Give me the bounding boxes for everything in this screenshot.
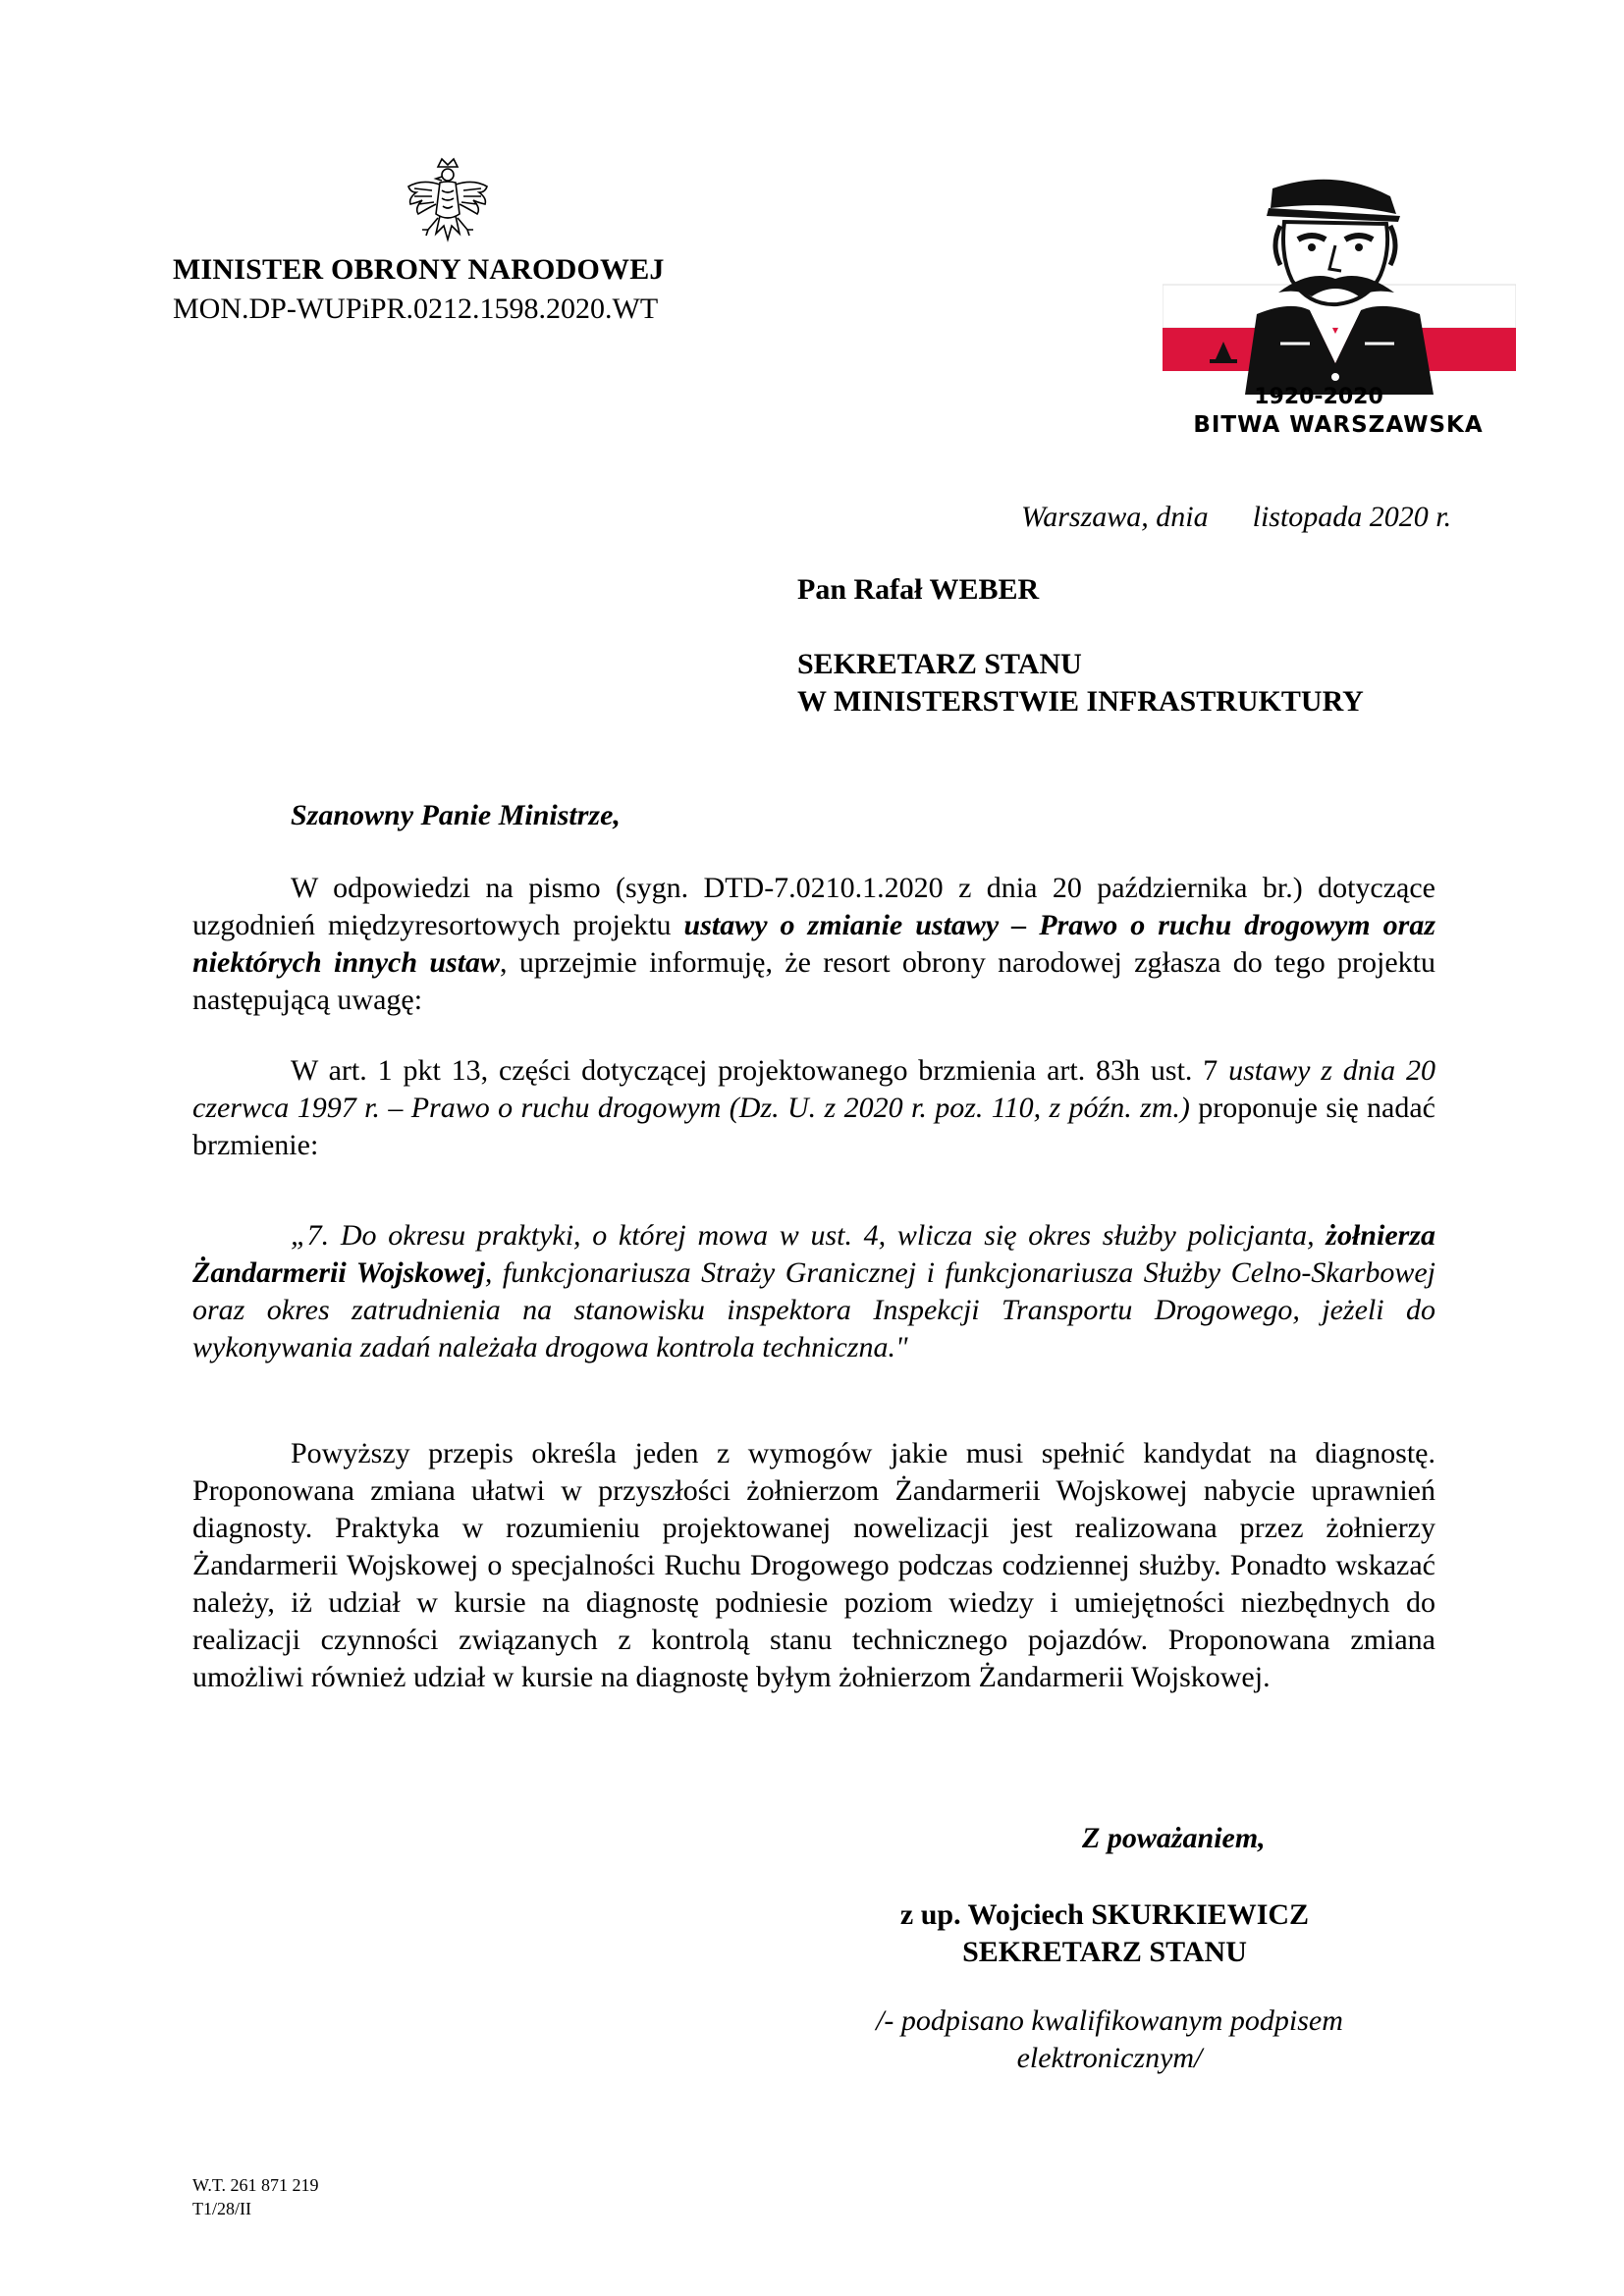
quote-emphasis: żołnierza Żandarmerii Wojskowej bbox=[192, 1219, 1435, 1289]
polish-eagle-icon bbox=[403, 157, 493, 255]
paragraph-2-text: W art. 1 pkt 13, części dotyczącej projektowanego brzmienia art. 83h ust. 7 bbox=[291, 1054, 1229, 1087]
paragraph-1-text-end: , uprzejmie informuję, że resort obrony narodowej zgłasza do tego projektu następującą uwagę: bbox=[192, 946, 1436, 1016]
logo-years: 1920-2020 bbox=[1254, 385, 1383, 409]
salutation: Szanowny Panie Ministrze, bbox=[291, 799, 621, 831]
addressee-name: Pan Rafał WEBER bbox=[797, 573, 1040, 606]
closing-phrase: Z poważaniem, bbox=[1082, 1822, 1266, 1854]
document-reference: MON.DP-WUPiPR.0212.1598.2020.WT bbox=[173, 293, 659, 325]
paragraph-2-emphasis: ustawy z dnia 20 czerwca 1997 r. – Prawo o ruchu drogowym (Dz. U. z 2020 r. poz. 110, z późn. zm.) bbox=[192, 1054, 1435, 1124]
paragraph-1-text: W odpowiedzi na pismo (sygn. DTD-7.0210.1.2020 z dnia 20 października br.) dotyczące uzgodnień międzyresortowych projektu bbox=[192, 872, 1435, 941]
footer-notes bbox=[192, 2173, 319, 2220]
paragraph-2 bbox=[192, 1052, 1435, 1164]
signer-block bbox=[785, 1896, 1424, 1971]
paragraph-2-text-end: proponuje się nadać brzmienie: bbox=[192, 1092, 1435, 1161]
paragraph-3-text: Powyższy przepis określa jeden z wymogów jakie musi spełnić kandydat na diagnostę. Proponowana zmiana ułatwi w przyszłości żołnierzom Żandarmerii Wojskowej nabycie uprawnień diagnosty. Praktyka w rozumieniu projektowanej nowelizacji jest realizowana przez żołnierzy Żandarmerii Wojskowej o specjalności Ruchu Drogowego podczas codziennej służby. Ponadto wskazać należy, iż udział w kursie na diagnostę podniesie poziom wiedzy i umiejętności niezbędnych do realizacji czynności związanych z kontrolą stanu technicznego pojazdów. Proponowana zmiana umożliwi również udział w kursie na diagnostę byłym żołnierzom Żandarmerii Wojskowej. bbox=[192, 1437, 1435, 1693]
paragraph-1 bbox=[192, 870, 1435, 1019]
quote-text: „7. Do okresu praktyki, o której mowa w ust. 4, wlicza się okres służby policjanta, bbox=[291, 1219, 1326, 1252]
signer-title: SEKRETARZ STANU bbox=[962, 1936, 1247, 1968]
footer-line2: T1/28/II bbox=[192, 2199, 251, 2218]
paragraph-1-emphasis: ustawy o zmianie ustawy – Prawo o ruchu drogowym oraz niektórych innych ustaw bbox=[192, 909, 1435, 979]
esignature-line2: elektronicznym/ bbox=[1016, 2042, 1203, 2074]
addressee-title-line1: SEKRETARZ STANU bbox=[797, 648, 1082, 680]
addressee-spacer bbox=[797, 609, 1364, 646]
date-line: Warszawa, dnia listopada 2020 r. bbox=[1021, 501, 1452, 533]
issuer-title: MINISTER OBRONY NARODOWEJ bbox=[173, 253, 665, 286]
logo-title: BITWA WARSZAWSKA bbox=[1193, 412, 1484, 438]
signer-name: z up. Wojciech SKURKIEWICZ bbox=[899, 1898, 1310, 1931]
addressee-title-line2: W MINISTERSTWIE INFRASTRUKTURY bbox=[797, 685, 1364, 718]
quote-text-end: , funkcjonariusza Straży Granicznej i funkcjonariusza Służby Celno-Skarbowej oraz okres zatrudnienia na stanowisku inspektora Inspekcji Transportu Drogowego, jeżeli do wykonywania zadań należała drogowa kontrola techniczna." bbox=[192, 1256, 1435, 1363]
addressee-block bbox=[797, 571, 1364, 721]
footer-line1: W.T. 261 871 219 bbox=[192, 2175, 319, 2195]
paragraph-3 bbox=[192, 1435, 1435, 1696]
electronic-signature-note bbox=[805, 2002, 1414, 2077]
quoted-provision bbox=[192, 1217, 1435, 1366]
esignature-line1: /- podpisano kwalifikowanym podpisem bbox=[876, 2004, 1343, 2037]
